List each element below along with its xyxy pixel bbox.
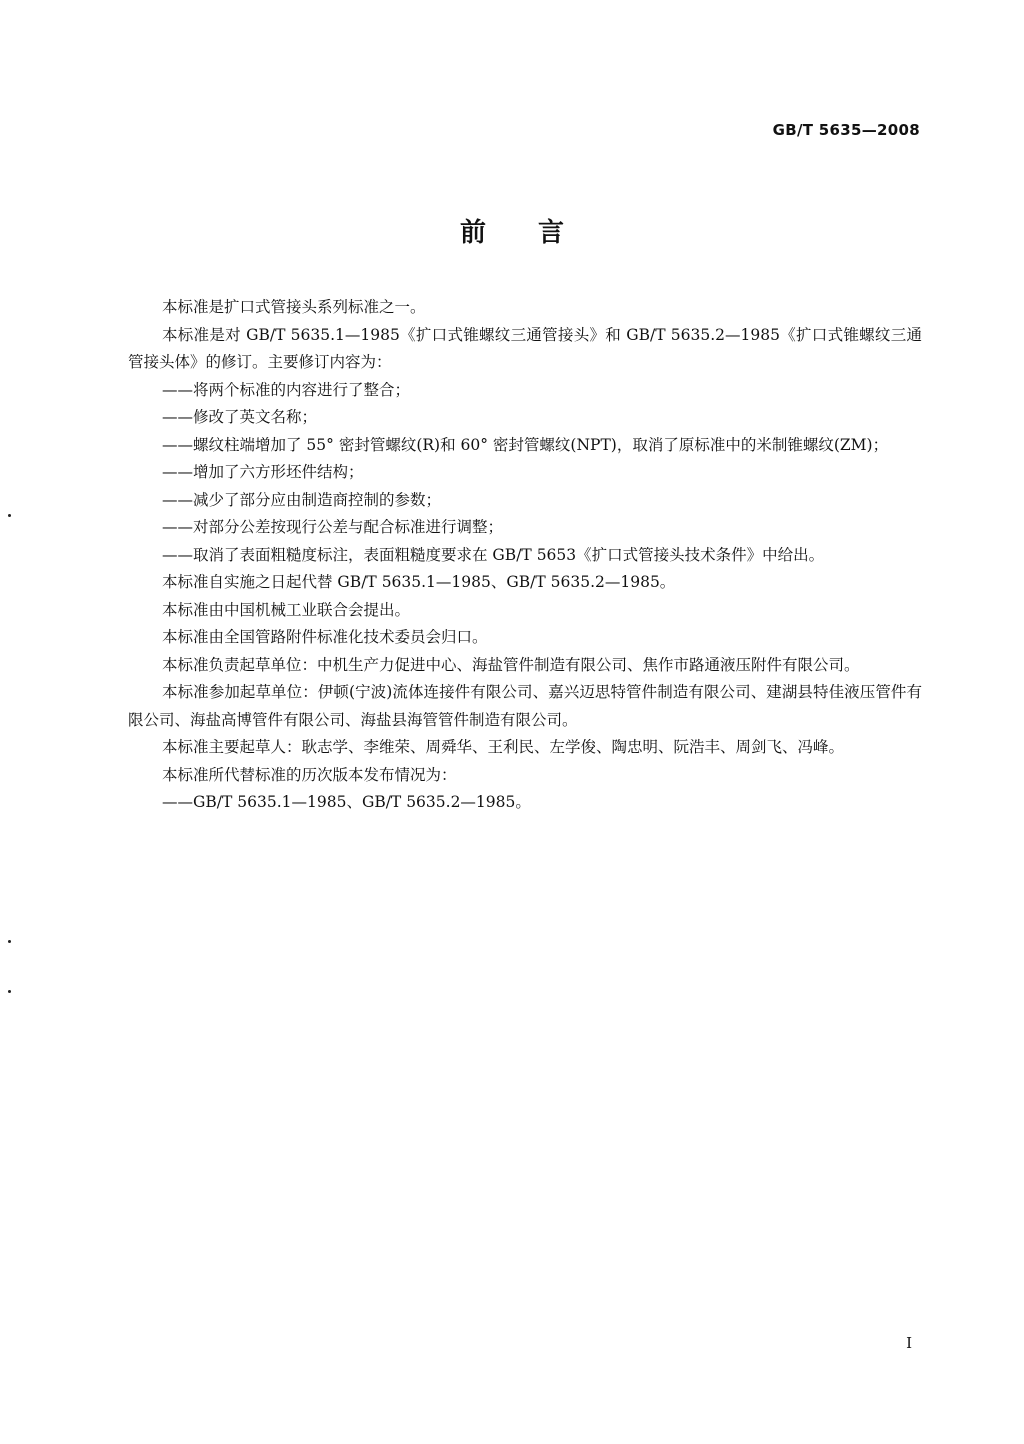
page-title: 前言 [459, 218, 616, 248]
document-body [128, 294, 922, 817]
scan-speck [8, 990, 11, 993]
history-item: ——GB/T 5635.1—1985、GB/T 5635.2—1985。 [162, 793, 531, 811]
revision-item-roughness: ——取消了表面粗糙度标注，表面粗糙度要求在 GB/T 5653《扩口式管接头技术条件》中给出。 [162, 545, 825, 564]
revision-item-thread: ——螺纹柱端增加了 55° 密封管螺纹(R)和 60° 密封管螺纹(NPT)，取消了原标准中的米制锥螺纹(ZM)； [162, 435, 889, 454]
scan-speck [8, 940, 11, 943]
paragraph-revision: 本标准是对 GB/T 5635.1—1985《扩口式锥螺纹三通管接头》和 GB/T 5635.2—1985《扩口式锥螺纹三通管接头体》的修订。主要修订内容为： [128, 325, 922, 371]
page-number: I [906, 1334, 912, 1352]
paragraph-drafting-units: 本标准负责起草单位：中机生产力促进中心、海盐管件制造有限公司、焦作市路通液压附件有限公司。 [162, 655, 860, 674]
revision-item-tolerance: ——对部分公差按现行公差与配合标准进行调整； [162, 518, 504, 536]
page-header-standard-code: GB/T 5635—2008 [772, 121, 920, 139]
revision-item-english-name: ——修改了英文名称； [162, 408, 318, 426]
paragraph-series: 本标准是扩口式管接头系列标准之一。 [162, 298, 426, 316]
revision-item-hex-blank: ——增加了六方形坯件结构； [162, 463, 364, 481]
paragraph-history: 本标准所代替标准的历次版本发布情况为： [162, 765, 457, 784]
revision-item-parameters: ——减少了部分应由制造商控制的参数； [162, 490, 442, 509]
paragraph-centralized-by: 本标准由全国管路附件标准化技术委员会归口。 [162, 628, 488, 646]
paragraph-participating-units: 本标准参加起草单位：伊顿(宁波)流体连接件有限公司、嘉兴迈思特管件制造有限公司、建湖县特佳液压管件有限公司、海盐高博管件有限公司、海盐县海管管件制造有限公司。 [128, 683, 922, 729]
paragraph-proposed-by: 本标准由中国机械工业联合会提出。 [162, 600, 411, 619]
revision-item-merge: ——将两个标准的内容进行了整合； [162, 380, 411, 399]
scan-speck [8, 514, 11, 517]
paragraph-replaces: 本标准自实施之日起代替 GB/T 5635.1—1985、GB/T 5635.2—1985。 [162, 573, 676, 591]
paragraph-main-drafters: 本标准主要起草人：耿志学、李维荣、周舜华、王利民、左学俊、陶忠明、阮浩丰、周剑飞、冯峰。 [162, 738, 845, 756]
